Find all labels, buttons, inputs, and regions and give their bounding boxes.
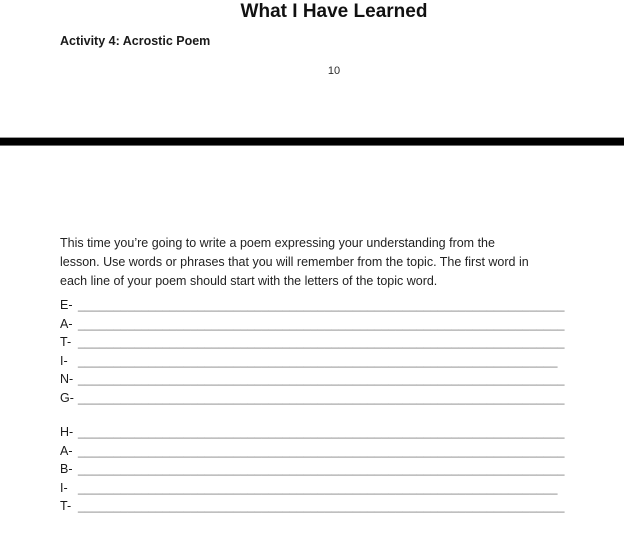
acrostic-letter: A- [60,316,73,331]
instructions-line: each line of your poem should start with the letters of the topic word. [60,274,438,288]
acrostic-row [60,442,565,461]
answer-line: _____________________________________________________________________ [78,372,565,387]
answer-line: _____________________________________________________________________ [78,499,565,514]
acrostic-letter: I- [60,480,68,495]
answer-line: ____________________________________________________________________ [78,480,558,495]
answer-line: _____________________________________________________________________ [78,425,565,439]
activity-label: Activity 4: Acrostic Poem [60,34,211,48]
acrostic-letter: N- [60,372,74,387]
answer-line: _____________________________________________________________________ [78,462,565,477]
answer-line: _____________________________________________________________________ [78,390,565,405]
acrostic-row [60,389,565,408]
page-title: What I Have Learned [240,1,428,22]
answer-line: _____________________________________________________________________ [78,443,565,458]
acrostic-letter: G- [60,390,74,405]
instructions-line: This time you’re going to write a poem expressing your understanding from the [60,236,495,250]
acrostic-letter: H- [60,425,74,439]
acrostic-letter: E- [60,298,73,312]
acrostic-group-1 [60,296,565,408]
acrostic-row [60,370,565,389]
answer-line: _____________________________________________________________________ [78,335,565,350]
answer-line: _____________________________________________________________________ [78,316,565,331]
acrostic-letter: B- [60,462,73,477]
instructions-paragraph [60,234,612,291]
answer-line: ____________________________________________________________________ [78,353,558,368]
acrostic-row [60,460,565,479]
acrostic-group-2 [60,423,565,516]
acrostic-letter: A- [60,443,73,458]
acrostic-letter: T- [60,335,72,350]
acrostic-row [60,296,565,315]
page-number: 10 [327,65,341,77]
instructions-line: lesson. Use words or phrases that you will remember from the topic. The first word in [60,255,529,269]
acrostic-row [60,497,565,516]
acrostic-row [60,333,565,352]
answer-line: _____________________________________________________________________ [78,298,565,312]
acrostic-row [60,315,565,334]
acrostic-row [60,423,565,442]
acrostic-row [60,479,565,498]
section-divider [0,137,624,146]
acrostic-letter: I- [60,353,68,368]
acrostic-row [60,352,565,371]
acrostic-letter: T- [60,499,72,514]
